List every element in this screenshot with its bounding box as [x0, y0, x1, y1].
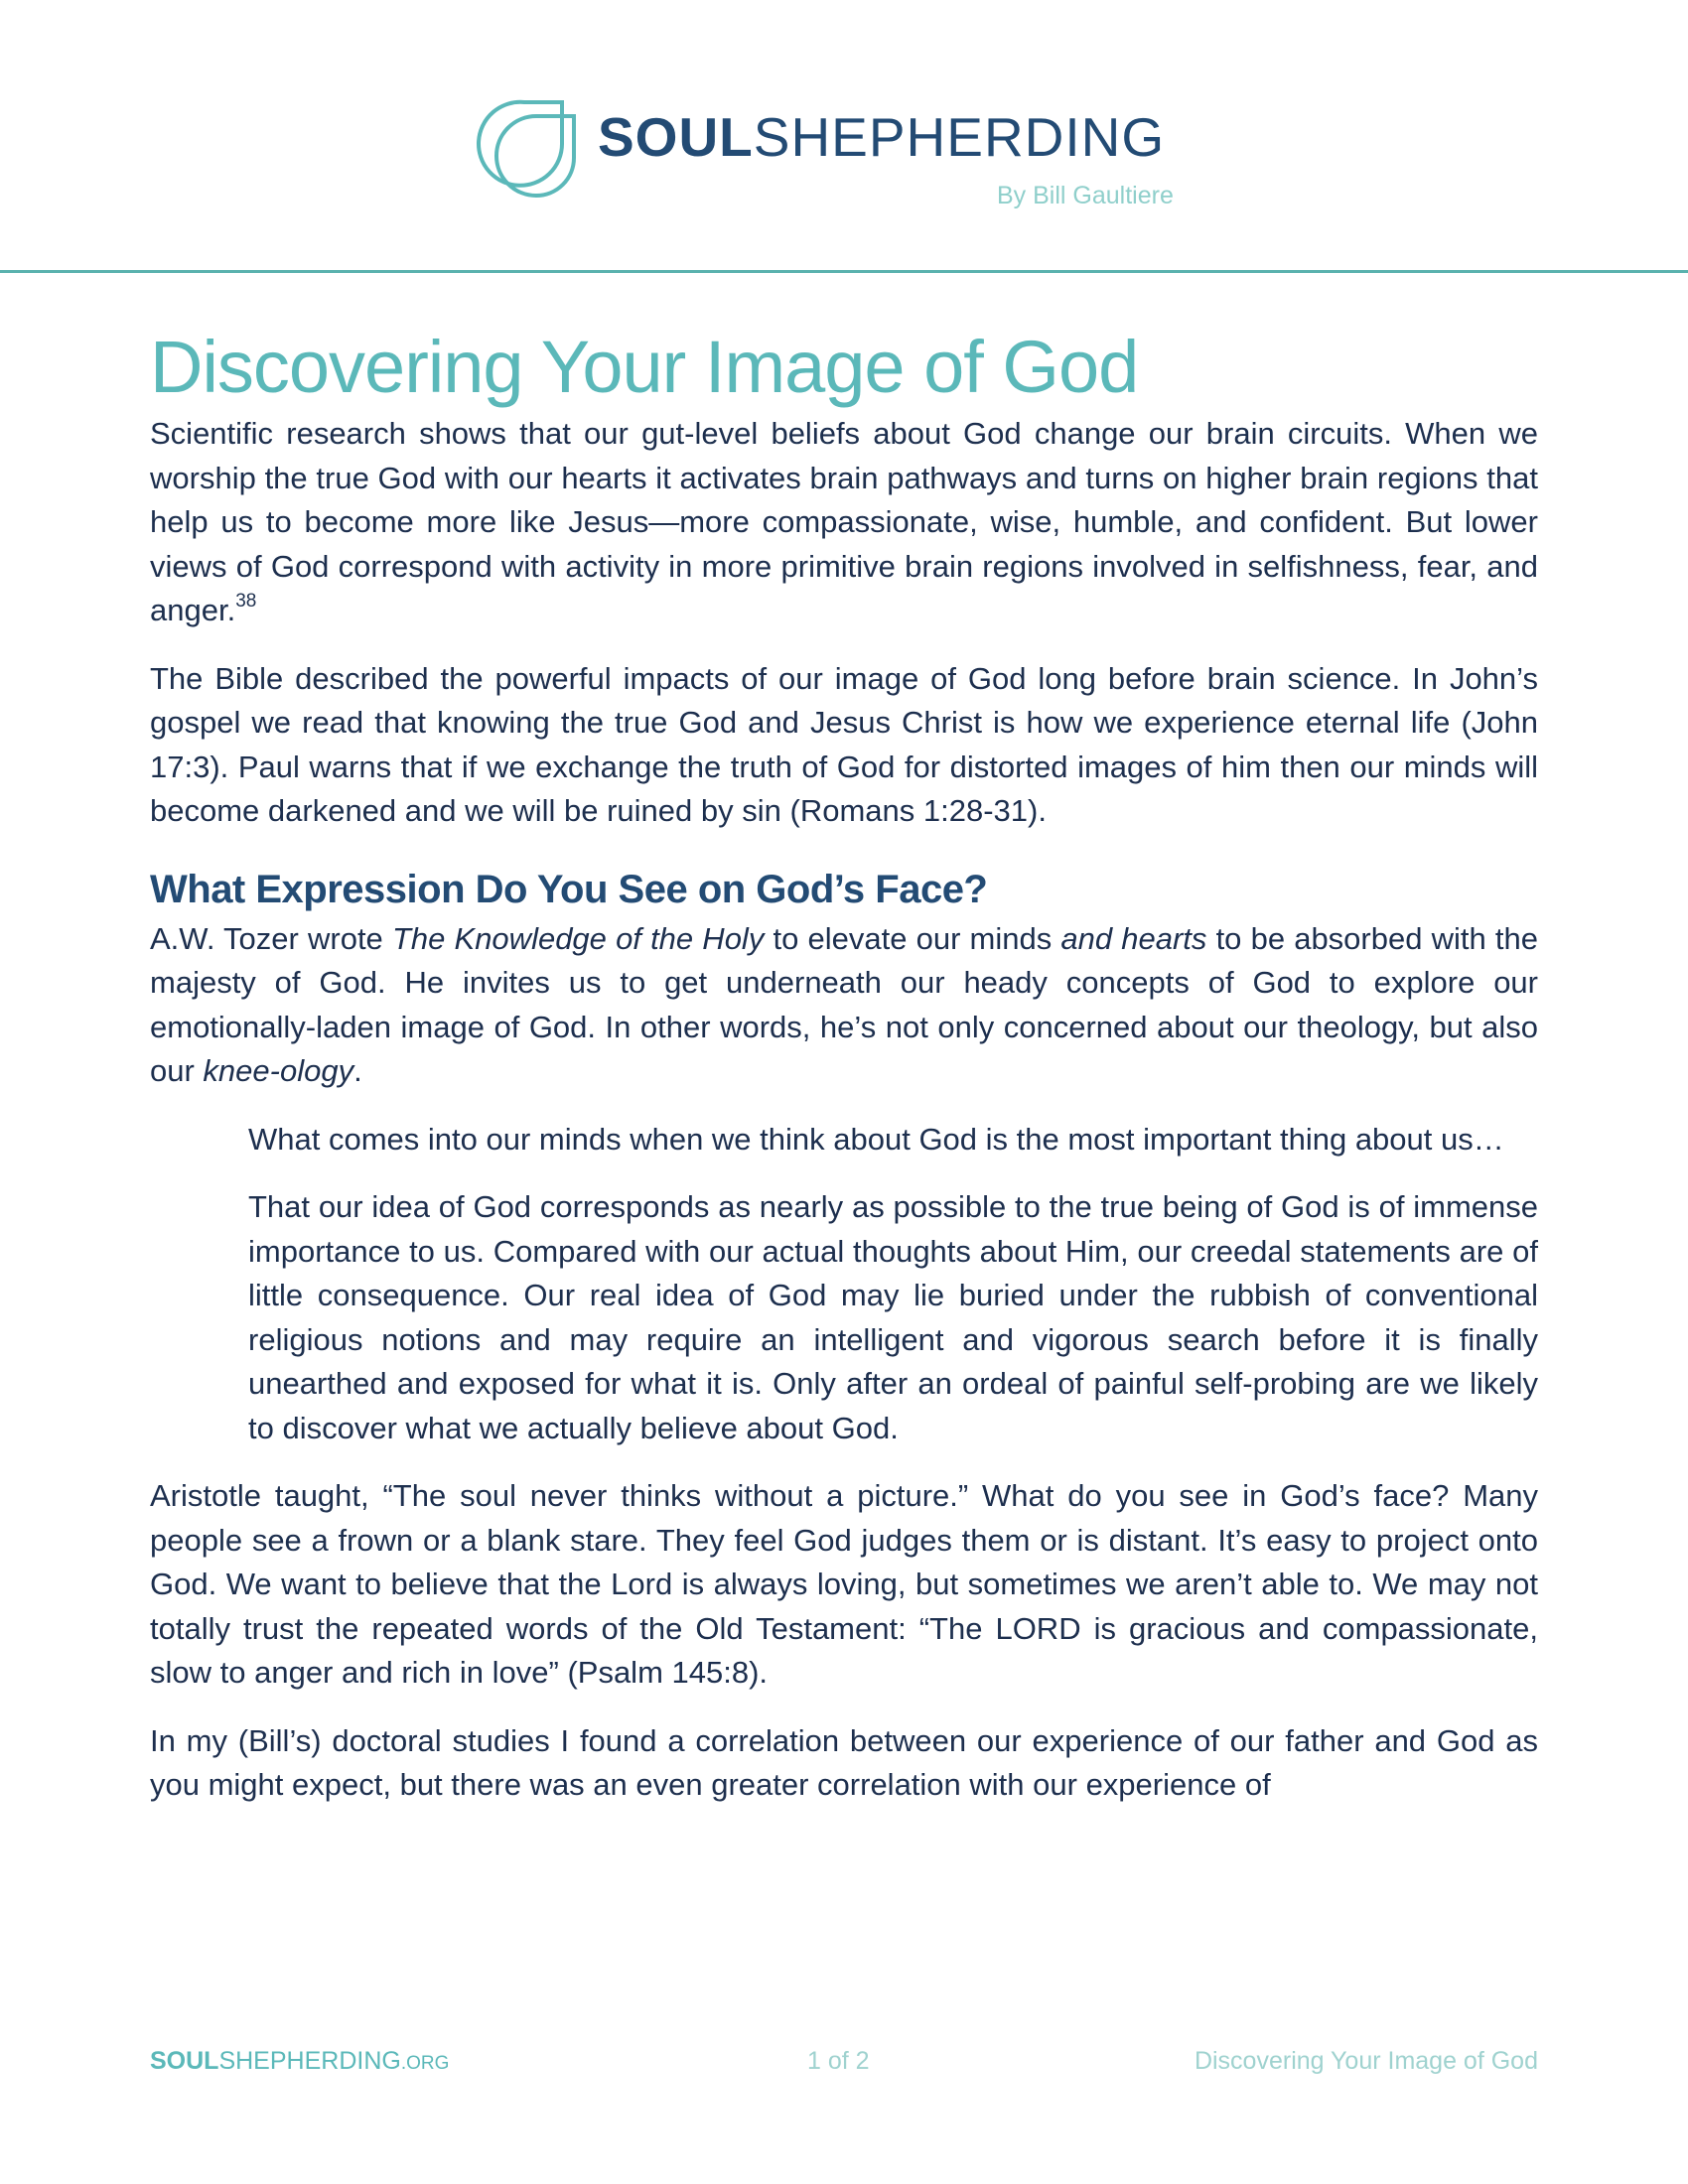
document-title: Discovering Your Image of God: [150, 326, 1139, 408]
footer-document-title: Discovering Your Image of God: [1194, 2047, 1538, 2075]
text-run: to be absorbed with the majesty of God. He invites us to get underneath our heady concepts of God to explore our emotionally-laden image of God. In other words, he’s not only concerned about our theology, but also our: [150, 920, 1538, 1088]
paragraph-intro-text: Scientific research shows that our gut-level beliefs about God change our brain circuits. When we worship the true God with our hearts it activates brain pathways and turns on higher brain regions that help us to become more like Jesus—more compassionate, wise, humble, and confident. But lower views of God correspond with activity in more primitive brain regions involved in selfishness, fear, and anger.: [150, 416, 1538, 627]
byline: By Bill Gaultiere: [997, 182, 1174, 209]
brand-wordmark: [598, 107, 1165, 167]
header-divider: [0, 270, 1688, 273]
footer-site-soul: SOUL: [150, 2047, 219, 2075]
soul-shepherding-logo-icon: [475, 96, 580, 202]
paragraph-tozer: [150, 917, 1538, 1094]
footnote-ref[interactable]: 38: [235, 591, 257, 612]
footer-site-link[interactable]: [150, 2047, 449, 2076]
page-footer: [0, 2047, 1688, 2087]
footer-site-tld: .ORG: [400, 2053, 450, 2074]
text-run: A.W. Tozer wrote: [150, 920, 392, 956]
page-header: [0, 0, 1688, 274]
paragraph-intro: [150, 412, 1538, 633]
emphasis: knee-ology: [203, 1053, 354, 1088]
block-quote-1: What comes into our minds when we think about God is the most important thing about us…: [248, 1121, 1504, 1157]
text-run: to elevate our minds: [764, 920, 1061, 956]
block-quote-2: That our idea of God corresponds as nearly as possible to the true being of God is of immense importance to us. Compared with our actual thoughts about Him, our creedal statements are of little consequence. Our real idea of God may lie buried under the rubbish of conventional religious notions and may require an intelligent and vigorous search before it is finally unearthed and exposed for what it is. Only after an ordeal of painful self-probing are we likely to discover what we actually believe about God.: [248, 1189, 1538, 1445]
document-body: [150, 323, 1538, 1808]
emphasis: and hearts: [1060, 920, 1207, 956]
book-title: The Knowledge of the Holy: [391, 920, 765, 956]
paragraph-aristotle: Aristotle taught, “The soul never thinks without a picture.” What do you see in God’s face? Many people see a frown or a blank stare. They feel God judges them or is distant. It’s easy to project onto God. We want to believe that the Lord is always loving, but sometimes we aren’t able to. We may not totally trust the repeated words of the Old Testament: “The LORD is gracious and compassionate, slow to anger and rich in love” (Psalm 145:8).: [150, 1478, 1538, 1690]
paragraph-bible: The Bible described the powerful impacts of our image of God long before brain science. In John’s gospel we read that knowing the true God and Jesus Christ is how we experience eternal life (John 17:3). Paul warns that if we exchange the truth of God for distorted images of him then our minds will become darkened and we will be ruined by sin (Romans 1:28-31).: [150, 660, 1538, 828]
brand-soul: SOUL: [598, 106, 754, 168]
section-heading: What Expression Do You See on God’s Face?: [150, 867, 988, 911]
brand-shepherding: SHEPHERDING: [753, 106, 1166, 168]
text-run: .: [353, 1053, 362, 1088]
page-number: 1 of 2: [807, 2047, 870, 2075]
footer-site-shepherding: SHEPHERDING: [218, 2047, 401, 2075]
paragraph-doctoral: In my (Bill’s) doctoral studies I found a correlation between our experience of our father and God as you might expect, but there was an even greater correlation with our experience of: [150, 1722, 1538, 1802]
